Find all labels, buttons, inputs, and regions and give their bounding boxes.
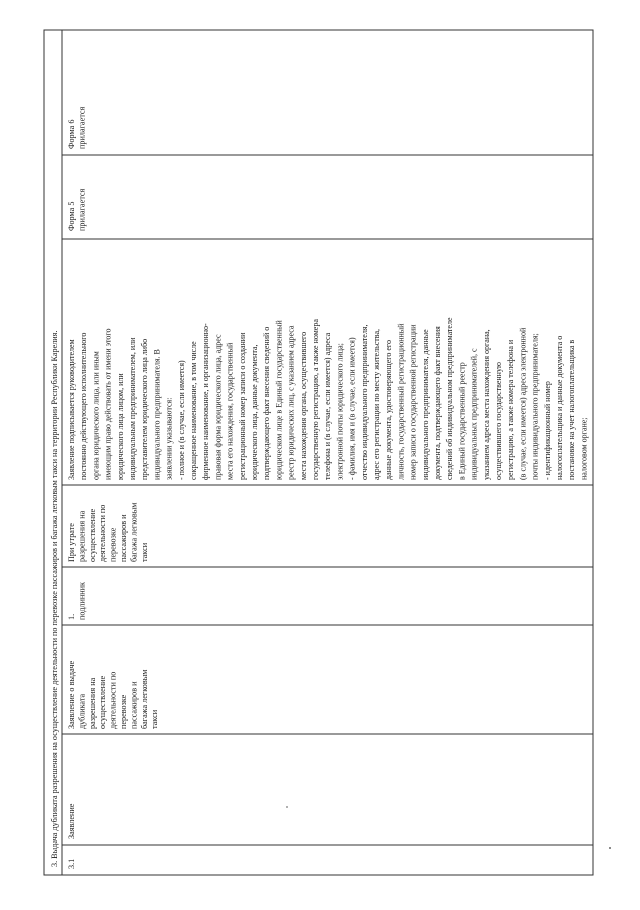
document-name-line: Заявление о выдаче	[67, 660, 76, 729]
form-reference-line: прилагается	[77, 188, 87, 231]
requirements-line: юридического лица лицом, или	[115, 373, 125, 480]
scan-speck	[609, 847, 611, 849]
requirements-line: (в случае, если имеется) адреса электронной	[518, 327, 528, 480]
document-name	[67, 660, 159, 729]
requirements-line: индивидуальных предпринимателей, с	[469, 348, 479, 480]
requirements-line: - полное и (в случае, если имеется)	[176, 360, 186, 480]
document-name-line: деятельности по	[108, 671, 118, 729]
condition-line: багажа легковым	[129, 502, 139, 562]
document-name-line: пассажиров и	[129, 681, 139, 729]
requirements-line: подтверждающего факт внесения сведений о	[262, 326, 272, 480]
requirements-line: индивидуального предпринимателя. В	[152, 349, 162, 480]
document-requirements	[67, 317, 588, 480]
requirements-line: электронной почты юридического лица;	[335, 343, 345, 480]
requirements-line: органа юридического лица, или иным	[91, 351, 101, 480]
document-quantity	[67, 582, 86, 620]
requirements-line: почты индивидуального предпринимателя;	[530, 333, 540, 480]
condition-line: пассажиров и	[119, 514, 128, 562]
form-reference-6	[67, 106, 86, 149]
requirements-line: постановке на учет налогоплательщика в	[567, 339, 577, 480]
form-reference-line: Форма 6	[67, 119, 76, 149]
requirements-line: индивидуального предпринимателя, данные	[420, 329, 430, 480]
requirements-line: заявлении указываются:	[164, 397, 174, 480]
document-name-line: перевозке	[119, 694, 128, 729]
requirements-line: - фамилия, имя и (в случае, если имеется)	[347, 337, 357, 480]
requirements-line: представителем юридического лица либо	[140, 338, 150, 480]
quantity-line: подлинник	[77, 582, 87, 620]
requirements-line: юридическом лице в Единый государственный	[274, 320, 284, 480]
document-name-line: осуществление	[98, 675, 108, 729]
requirements-line: государственную регистрацию, а также номера	[311, 319, 320, 480]
requirements-line: Заявление подписывается руководителем	[67, 339, 76, 480]
requirements-line: места нахождения органа, осуществившего	[298, 331, 308, 480]
document-name-line: дубликата	[77, 693, 87, 729]
condition-line: разрешения на	[77, 510, 87, 562]
document-type: Заявление	[67, 803, 76, 839]
requirements-line: сведений об индивидуальном предпринимателе	[445, 317, 455, 480]
submission-condition	[67, 503, 149, 562]
document-name-line: багажа легковым	[139, 669, 149, 729]
form-reference-line: Форма 5	[67, 201, 76, 231]
requirements-line: индивидуальным предпринимателем, или	[128, 337, 137, 480]
section-header: 3. Выдача дубликата разрешения на осуществление деятельности по перевозке пассажиров и багажа легковым такси на территории Республики Карелия.	[50, 330, 59, 867]
condition-line: осуществление	[87, 508, 97, 562]
requirements-line: регистрационный номер записи о создании	[237, 332, 247, 480]
requirements-line: налогоплательщика и данные документа о	[555, 335, 564, 480]
condition-line: такси	[139, 542, 149, 562]
requirements-line: указанием адреса места нахождения органа,	[481, 329, 491, 480]
document-name-line: такси	[150, 709, 160, 729]
requirements-line: данные документа, удостоверяющего его	[384, 340, 394, 480]
document-name-line: разрешения на	[87, 677, 97, 729]
requirements-line: в Единый государственный реестр	[457, 362, 467, 480]
scan-speck	[286, 806, 288, 808]
requirements-line: юридического лица, данные документа,	[250, 344, 259, 480]
row-number: 3.1	[67, 858, 76, 869]
requirements-line: телефона и (в случае, если имеется) адреса	[323, 332, 333, 480]
requirements-line: личность, государственный регистрационный	[396, 323, 406, 480]
requirements-line: регистрацию, а также номера телефона и	[506, 339, 516, 480]
requirements-line: номер записи о государственной регистрации	[408, 324, 418, 480]
requirements-line: постоянно действующего исполнительного	[79, 332, 89, 480]
requirements-line: правовая форма юридического лица, адрес	[213, 334, 223, 480]
requirements-line: имеющим право действовать от имени этого	[103, 328, 113, 480]
condition-line: деятельности по	[98, 504, 108, 562]
condition-line: перевозке	[108, 527, 118, 562]
requirements-line: осуществившего государственную	[494, 362, 503, 480]
requirements-line: реестр юридических лиц, с указанием адреса	[286, 325, 296, 480]
quantity-line: 1.	[67, 613, 76, 620]
requirements-line: сокращенное наименование, в том числе	[189, 341, 198, 480]
requirements-line: документа, подтверждающего факт внесения	[433, 326, 442, 480]
requirements-line: адрес его регистрации по месту жительства,	[372, 328, 381, 480]
requirements-line: фирменное наименование, и организационно-	[201, 323, 211, 480]
form-reference-line: прилагается	[77, 106, 87, 149]
requirements-line: места его нахождения, государственный	[225, 342, 235, 480]
requirements-line: налоговом органе;	[579, 417, 589, 480]
requirements-line: отчество индивидуального предпринимателя,	[359, 324, 369, 480]
condition-line: При утрате	[67, 523, 76, 562]
requirements-line: - идентификационный номер	[542, 381, 552, 480]
form-reference-5	[67, 188, 86, 231]
